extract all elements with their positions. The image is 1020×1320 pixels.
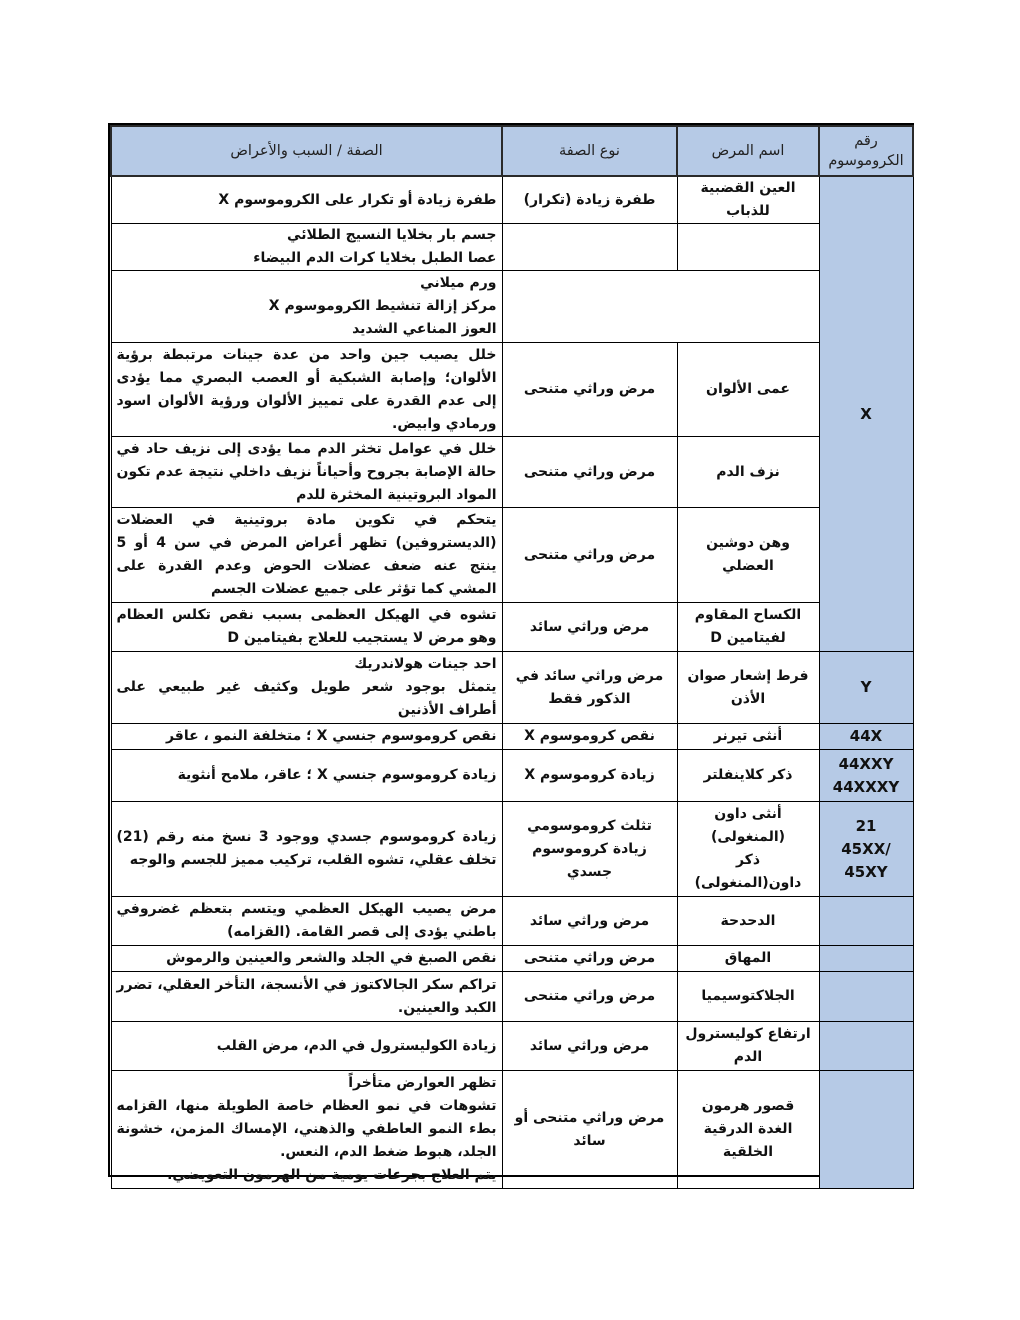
description-line: مركز إزالة تنشيط الكروموسوم X [268,298,497,314]
description-line: ورم ميلاني [420,275,497,291]
description: زيادة الكوليسترول في الدم، مرض القلب [111,1022,502,1071]
table-row [111,271,913,343]
description: خلل يصيب جين واحد من عدة جينات مرتبطة برؤية الألوان؛ وإصابة الشبكية أو العصب البصري مما يؤدى إلى عدم القدرة على تمييز الألوان ورؤية الألوان اسود ورمادي وابيض. [111,343,502,437]
description: نقص الصبغ في الجلد والشعر والعينين والرموش [111,946,502,972]
description [111,1071,502,1189]
table-row [111,750,913,802]
header-trait-type: نوع الصفة [502,126,677,176]
description-line: تظهر العوارض متأخراً [348,1075,497,1091]
table-row [111,343,913,437]
trait-type: مرض وراثي متنحى [502,437,677,508]
disease-name: قصور هرمون الغدة الدرقية الخلقية [677,1071,819,1189]
disease-name: وهن دوشين العضلي [677,508,819,603]
trait-type: زيادة كروموسوم X [502,750,677,802]
disease-name: نزف الدم [677,437,819,508]
table-row [111,652,913,724]
description: زيادة كروموسوم جنسي X ؛ عاقر، ملامح أنثوية [111,750,502,802]
trait-type: مرض وراثي متنحى [502,508,677,603]
description-line: يتمثل بوجود شعر طويل وكثيف غير طبيعي على أطراف الأذنين [116,679,497,718]
trait-type-line: تثلث كروموسومي [527,817,652,834]
header-disease-name: اسم المرض [677,126,819,176]
trait-type [502,224,677,271]
description [111,224,502,271]
description-line: عصا الطبل بخلايا كرات الدم البيضاء [253,250,497,266]
disease-name: الدحدحة [677,897,819,946]
table-row [111,946,913,972]
chromosome-cell-klinefelter [819,750,913,802]
description: يتحكم في تكوين مادة بروتينية في العضلات (الديستروفين) تظهر أعراض المرض في سن 4 أو 5 ينتج عنه ضعف عضلات الحوض وعدم القدرة على المشي كما تؤثر على جميع عضلات الجسم [111,508,502,603]
genetic-diseases-table [110,125,914,1189]
chromosome-cell-x: X [819,176,913,652]
description [111,652,502,724]
disease-name-line: أنثى داون [714,806,782,822]
chromosome-label: 21 [855,816,877,835]
chromosome-label: 44XXXY [832,777,900,796]
chromosome-cell-empty [819,1071,913,1189]
description-line: يتم العلاج بجرعات يومية من الهرمون التعويضي. [167,1167,497,1183]
disease-name: الكساح المقاوم لفيتامين D [677,603,819,652]
disease-name [677,224,819,271]
chromosome-label: 44XXY [838,754,894,773]
disease-name [677,802,819,897]
description: مرض يصيب الهيكل العظمي ويتسم بتعظم غضروفي باطني يؤدى إلى قصر القامة. (القزامه) [111,897,502,946]
chromosome-cell-down [819,802,913,897]
trait-type: مرض وراثي سائد [502,603,677,652]
description-line: احد جينات هولاندريك [354,656,497,672]
chromosome-label: /45XX [841,839,891,858]
table-row [111,1071,913,1189]
header-chromosome: رقم الكروموسوم [819,126,913,176]
trait-type: طفرة زيادة (تكرار) [502,176,677,224]
table-row [111,802,913,897]
disease-name-line: داون(المنغولى) [694,875,802,891]
chromosome-cell-turner: 44X [819,724,913,750]
chromosome-cell-empty [819,972,913,1022]
table-row [111,224,913,271]
description: زيادة كروموسوم جسدي ووجود 3 نسخ منه رقم (21) تخلف عقلي، تشوه القلب، تركيب مميز للجسم والوجه [111,802,502,897]
description: خلل في عوامل تخثر الدم مما يؤدى إلى نزيف حاد في حالة الإصابة بجروح وأحياناً نزيف داخلي نتيجة عدم تكون المواد البروتينية المخثرة للدم [111,437,502,508]
table-row [111,603,913,652]
table-row [111,897,913,946]
trait-type: مرض وراثي متنحى أو سائد [502,1071,677,1189]
trait-type: مرض وراثي متنحى [502,972,677,1022]
description [111,271,502,343]
disease-name: عمى الألوان [677,343,819,437]
table-row [111,508,913,603]
chromosome-label: 45XY [844,862,888,881]
disease-name: فرط إشعار صوان الأذن [677,652,819,724]
genetic-diseases-table-frame [108,123,914,1183]
trait-type: مرض وراثي سائد [502,1022,677,1071]
header-row [111,126,913,176]
disease-name: العين القضبية للذباب [677,176,819,224]
disease-name: أنثى تيرنر [677,724,819,750]
disease-name: ارتفاع كوليسترول الدم [677,1022,819,1071]
description: نقص كروموسوم جنسي X ؛ متخلفة النمو ، عاقر [111,724,502,750]
disease-name-line: ذكر [735,852,761,868]
description-line: العوز المناعي الشديد [352,321,497,337]
trait-type-line: زيادة كروموسوم جسدي [532,840,647,880]
chromosome-cell-empty [819,1022,913,1071]
trait-type [502,802,677,897]
trait-type: مرض وراثي سائد [502,897,677,946]
trait-type: مرض وراثي سائد في الذكور فقط [502,652,677,724]
table-row [111,1022,913,1071]
trait-type: مرض وراثي متنحى [502,946,677,972]
table-row [111,437,913,508]
table-row [111,724,913,750]
chromosome-cell-empty [819,897,913,946]
chromosome-cell-y: Y [819,652,913,724]
empty-cell [502,271,819,343]
description: تراكم سكر الجالاكتوز في الأنسجة، التأخر العقلي، تضرر الكبد والعينين. [111,972,502,1022]
table-row [111,972,913,1022]
disease-name: ذكر كلاينفلتر [677,750,819,802]
description-line: جسم بار بخلايا النسيج الطلائي [287,227,497,243]
disease-name-line: (المنغولى) [710,829,786,845]
trait-type: نقص كروموسوم X [502,724,677,750]
disease-name: الجلاكتوسيميا [677,972,819,1022]
trait-type: مرض وراثي متنحى [502,343,677,437]
chromosome-cell-empty [819,946,913,972]
header-description: الصفة / السبب والأعراض [111,126,502,176]
disease-name: المهاق [677,946,819,972]
description-line: تشوهات في نمو العظام خاصة الطويلة منها، القزامه بطء النمو العاطفي والذهني، الإمساك المزمن، خشونة الجلد، هبوط ضغط الدم، النعس. [116,1098,497,1160]
description: تشوه في الهيكل العظمى بسبب نقص تكلس العظام وهو مرض لا يستجيب للعلاج بفيتامين D [111,603,502,652]
description: طفرة زيادة أو تكرار على الكروموسوم X [111,176,502,224]
table-row [111,176,913,224]
